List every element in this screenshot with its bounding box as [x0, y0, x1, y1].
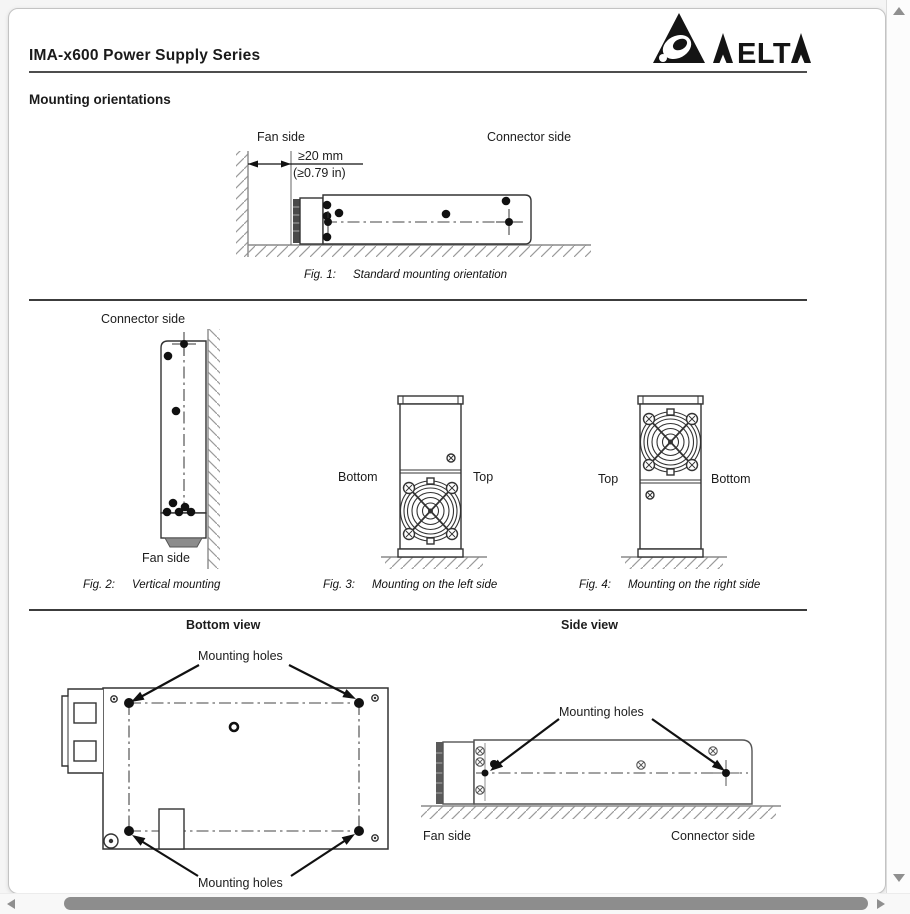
fig1-caption-label: Fig. 1: [304, 269, 336, 281]
section-heading: Mounting orientations [29, 92, 171, 107]
logo-letter-d-triangle [713, 33, 733, 63]
vertical-scrollbar[interactable] [886, 0, 910, 893]
bottom-view-mounting-holes-top-label: Mounting holes [198, 649, 283, 663]
header-rule [29, 71, 807, 73]
horizontal-scrollbar-thumb[interactable] [64, 897, 868, 910]
section-divider-1 [29, 299, 807, 301]
scroll-right-icon[interactable] [877, 899, 885, 909]
fig4-bottom-label: Bottom [711, 472, 751, 486]
fig2-connector-side-label: Connector side [101, 312, 186, 326]
document-page [8, 8, 886, 894]
fig1-clearance-in: (≥0.79 in) [293, 166, 346, 180]
fig3-drawing [381, 391, 494, 571]
section-divider-2 [29, 609, 807, 611]
fig2-caption [83, 579, 220, 591]
logo-letter-a-triangle [791, 33, 811, 63]
fig1-fan-side-label: Fan side [257, 130, 305, 144]
fig1-caption [304, 269, 507, 281]
horizontal-scrollbar[interactable] [0, 893, 910, 914]
fig1-connector-side-label: Connector side [487, 130, 572, 144]
fig3-caption [323, 579, 497, 591]
fig2-fan-side-label: Fan side [142, 551, 190, 565]
side-view-mounting-holes-label: Mounting holes [559, 705, 644, 719]
fig4-drawing [621, 391, 731, 571]
scroll-down-icon[interactable] [893, 874, 905, 882]
fig4-caption [579, 579, 760, 591]
side-view-connector-side-label: Connector side [671, 829, 756, 843]
fig3-top-label: Top [473, 470, 494, 484]
side-view-fan-side-label: Fan side [423, 829, 471, 843]
delta-logo [651, 11, 813, 70]
fig4-caption-label: Fig. 4: [579, 579, 611, 591]
fig2-drawing [96, 326, 231, 576]
logo-letters: ELT [737, 38, 792, 70]
scroll-left-icon[interactable] [7, 899, 15, 909]
page-title: IMA-x600 Power Supply Series [29, 47, 261, 64]
fig3-bottom-label: Bottom [338, 470, 378, 484]
side-view-drawing [416, 701, 806, 866]
bottom-view-drawing [56, 646, 406, 901]
fig2-caption-text: Vertical mounting [131, 579, 221, 591]
fig4-caption-text: Mounting on the right side [627, 579, 761, 591]
fig1-caption-text: Standard mounting orientation [352, 269, 508, 281]
fig2-caption-label: Fig. 2: [83, 579, 115, 591]
fig1-drawing [233, 147, 623, 272]
bottom-view-heading: Bottom view [186, 618, 261, 632]
side-view-heading: Side view [561, 618, 618, 632]
fig3-caption-label: Fig. 3: [323, 579, 355, 591]
fig3-caption-text: Mounting on the left side [371, 579, 498, 591]
fig1-clearance-mm: ≥20 mm [298, 149, 344, 163]
bottom-view-mounting-holes-bottom-label: Mounting holes [198, 876, 283, 890]
fig4-top-label: Top [598, 472, 619, 486]
scroll-up-icon[interactable] [893, 7, 905, 15]
